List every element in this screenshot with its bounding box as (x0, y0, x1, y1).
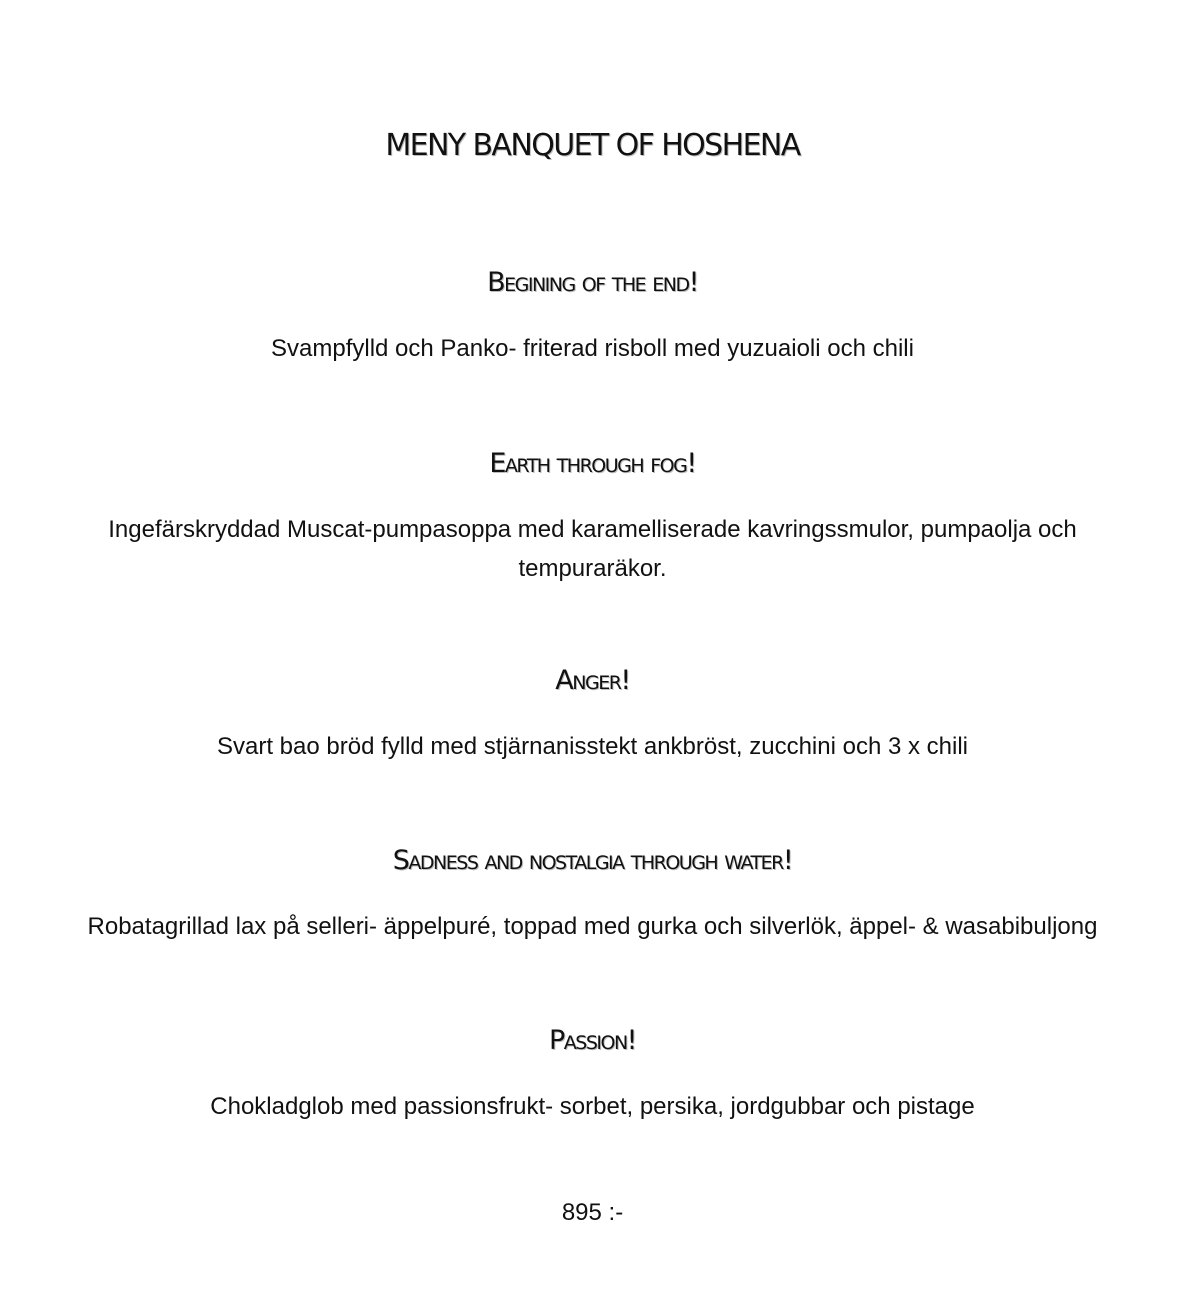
course-description: Robatagrillad lax på selleri- äppelpuré, toppad med gurka och silverlök, äppel- & wasabibuljong (87, 913, 1098, 940)
menu-price: 895 :- (561, 1199, 624, 1226)
course-title: Earth through fog! (489, 448, 696, 479)
course-1 (0, 266, 1185, 368)
course-title: Sadness and nostalgia through water! (392, 845, 793, 876)
course-5 (0, 1024, 1185, 1126)
course-description: Svart bao bröd fylld med stjärnanisstekt ankbröst, zucchini och 3 x chili (216, 733, 969, 760)
course-title: Passion! (549, 1025, 636, 1056)
menu-title: MENY BANQUET OF HOSHENA (385, 128, 800, 163)
course-2 (0, 447, 1185, 588)
course-description: Ingefärskryddad Muscat-pumpasoppa med karamelliserade kavringssmulor, pumpaolja och tempuraräkor. (108, 516, 1077, 582)
course-description: Chokladglob med passionsfrukt- sorbet, persika, jordgubbar och pistage (210, 1093, 975, 1120)
course-4 (0, 844, 1185, 946)
course-title: Anger! (555, 665, 630, 696)
course-description: Svampfylld och Panko- friterad risboll med yuzuaioli och chili (271, 335, 914, 362)
course-title: Begining of the end! (487, 267, 698, 298)
course-3 (0, 664, 1185, 766)
